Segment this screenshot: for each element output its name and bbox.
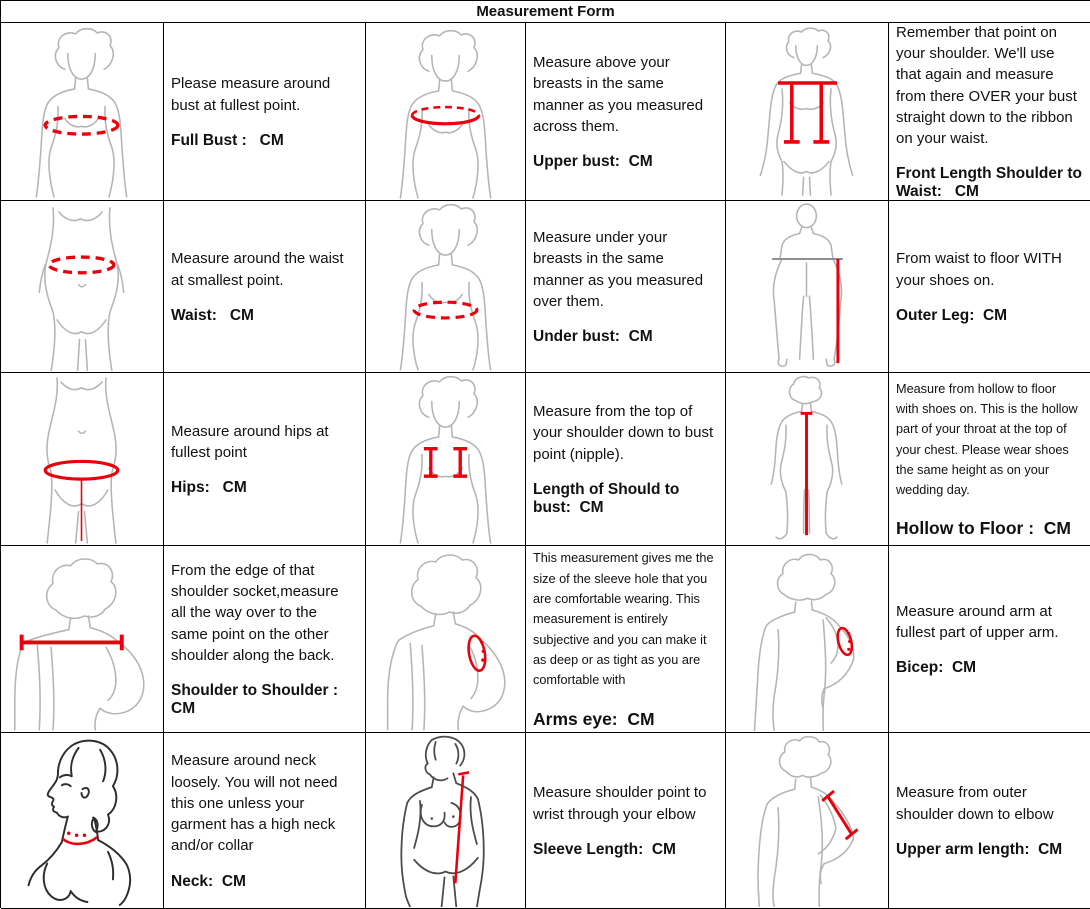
measurement-label: Full Bust : CM bbox=[171, 131, 284, 149]
cell-upper-bust-instructions bbox=[526, 23, 726, 201]
instruction-text: From waist to floor WITH your shoes on. bbox=[896, 250, 1067, 289]
arms-eye-figure bbox=[367, 547, 524, 731]
measurement-label: Arms eye: CM bbox=[533, 708, 655, 729]
measurement-label: Hips: CM bbox=[171, 479, 247, 497]
cell-sleeve-length-instructions bbox=[526, 733, 726, 909]
cell-outer-leg-instructions bbox=[889, 201, 1090, 373]
under-bust-figure bbox=[367, 202, 524, 371]
instruction-text: Measure under your breasts in the same manner as you measured over them. bbox=[533, 228, 708, 310]
measurement-label: Outer Leg: CM bbox=[896, 306, 1008, 324]
measurement-label: Bicep: CM bbox=[896, 659, 977, 677]
instruction-text: Measure around neck loosely. You will not need this one unless your garment has a high neck and/or collar bbox=[171, 752, 342, 855]
cell-neck-instructions bbox=[164, 733, 366, 909]
cell-shoulder-to-shoulder-instructions bbox=[164, 546, 366, 733]
upper-arm-length-figure bbox=[727, 734, 887, 907]
figure-cell-sleeve-length bbox=[366, 733, 526, 909]
full-bust-figure bbox=[2, 24, 162, 199]
instruction-text: Measure shoulder point to wrist through your elbow bbox=[533, 784, 711, 823]
instruction-text: Measure from the top of your shoulder down to bust point (nipple). bbox=[533, 403, 718, 463]
measurement-label: Upper arm length: CM bbox=[896, 840, 1063, 858]
instruction-text: This measurement gives me the size of the sleeve hole that you are comfortable wearing. This measurement is entirely subjective and you can make it as deep or as tight as you are comfortable with bbox=[533, 551, 718, 688]
figure-cell-under-bust bbox=[366, 201, 526, 373]
waist-figure bbox=[2, 202, 162, 371]
figure-cell-hips bbox=[1, 373, 164, 546]
instruction-text: Measure from hollow to floor with shoes on. This is the hollow part of your throat at the top of your chest. Please wear shoes the same height as on your wedding day. bbox=[896, 381, 1082, 498]
cell-under-bust-instructions bbox=[526, 201, 726, 373]
neck-profile-figure bbox=[2, 734, 162, 907]
cell-hips-instructions bbox=[164, 373, 366, 546]
hollow-to-floor-figure bbox=[727, 374, 887, 544]
instruction-text: Measure around the waist at smallest point. bbox=[171, 250, 348, 289]
measurement-label: Waist: CM bbox=[171, 306, 254, 324]
measurement-label: Hollow to Floor : CM bbox=[896, 518, 1071, 539]
measurement-label: Shoulder to Shoulder : CM bbox=[171, 682, 343, 718]
instruction-text: Measure above your breasts in the same manner as you measured across them. bbox=[533, 53, 708, 135]
instruction-text: Please measure around bust at fullest point. bbox=[171, 75, 335, 114]
measurement-label: Under bust: CM bbox=[533, 328, 653, 346]
cell-bicep-instructions bbox=[889, 546, 1090, 733]
hips-figure bbox=[2, 374, 162, 544]
upper-bust-figure bbox=[367, 24, 524, 199]
instruction-text: From the edge of that shoulder socket,measure all the way over to the same point on the other shoulder along the back. bbox=[171, 561, 343, 664]
cell-shoulder-to-bust-instructions bbox=[526, 373, 726, 546]
cell-waist-instructions bbox=[164, 201, 366, 373]
figure-cell-shoulder-to-bust bbox=[366, 373, 526, 546]
figure-cell-waist bbox=[1, 201, 164, 373]
instruction-text: Measure around hips at fullest point bbox=[171, 422, 333, 461]
bicep-figure bbox=[727, 547, 887, 731]
figure-cell-shoulder-to-shoulder bbox=[1, 546, 164, 733]
cell-hollow-to-floor-instructions bbox=[889, 373, 1090, 546]
instruction-text: Measure from outer shoulder down to elbow bbox=[896, 784, 1054, 823]
measurement-label: Neck: CM bbox=[171, 872, 246, 890]
cell-upper-arm-length-instructions bbox=[889, 733, 1090, 909]
figure-cell-arms-eye bbox=[366, 546, 526, 733]
measurement-label: Upper bust: CM bbox=[533, 153, 653, 171]
figure-cell-upper-bust bbox=[366, 23, 526, 201]
measurement-label: Front Length Shoulder to Waist: CM bbox=[896, 165, 1087, 201]
instruction-text: Measure around arm at fullest part of upper arm. bbox=[896, 602, 1059, 641]
cell-front-length-instructions bbox=[889, 23, 1090, 201]
sleeve-length-figure bbox=[367, 734, 524, 907]
figure-cell-upper-arm-length bbox=[726, 733, 889, 909]
measurement-label: Sleeve Length: CM bbox=[533, 840, 676, 858]
figure-cell-outer-leg bbox=[726, 201, 889, 373]
shoulder-to-bust-figure bbox=[367, 374, 524, 544]
figure-cell-bicep bbox=[726, 546, 889, 733]
outer-leg-figure bbox=[727, 202, 887, 371]
figure-cell-hollow-to-floor bbox=[726, 373, 889, 546]
figure-cell-neck bbox=[1, 733, 164, 909]
figure-cell-front-length bbox=[726, 23, 889, 201]
cell-full-bust-instructions bbox=[164, 23, 366, 201]
front-length-shoulder-to-waist-figure bbox=[727, 24, 887, 199]
instruction-text: Remember that point on your shoulder. We'll use that again and measure from there OVER your bust straight down to the ribbon on your waist. bbox=[896, 23, 1082, 148]
figure-cell-full-bust bbox=[1, 23, 164, 201]
shoulder-to-shoulder-figure bbox=[2, 547, 162, 731]
page-title: Measurement Form bbox=[1, 1, 1090, 23]
cell-arms-eye-instructions bbox=[526, 546, 726, 733]
measurement-label: Length of Should to bust: CM bbox=[533, 480, 684, 516]
